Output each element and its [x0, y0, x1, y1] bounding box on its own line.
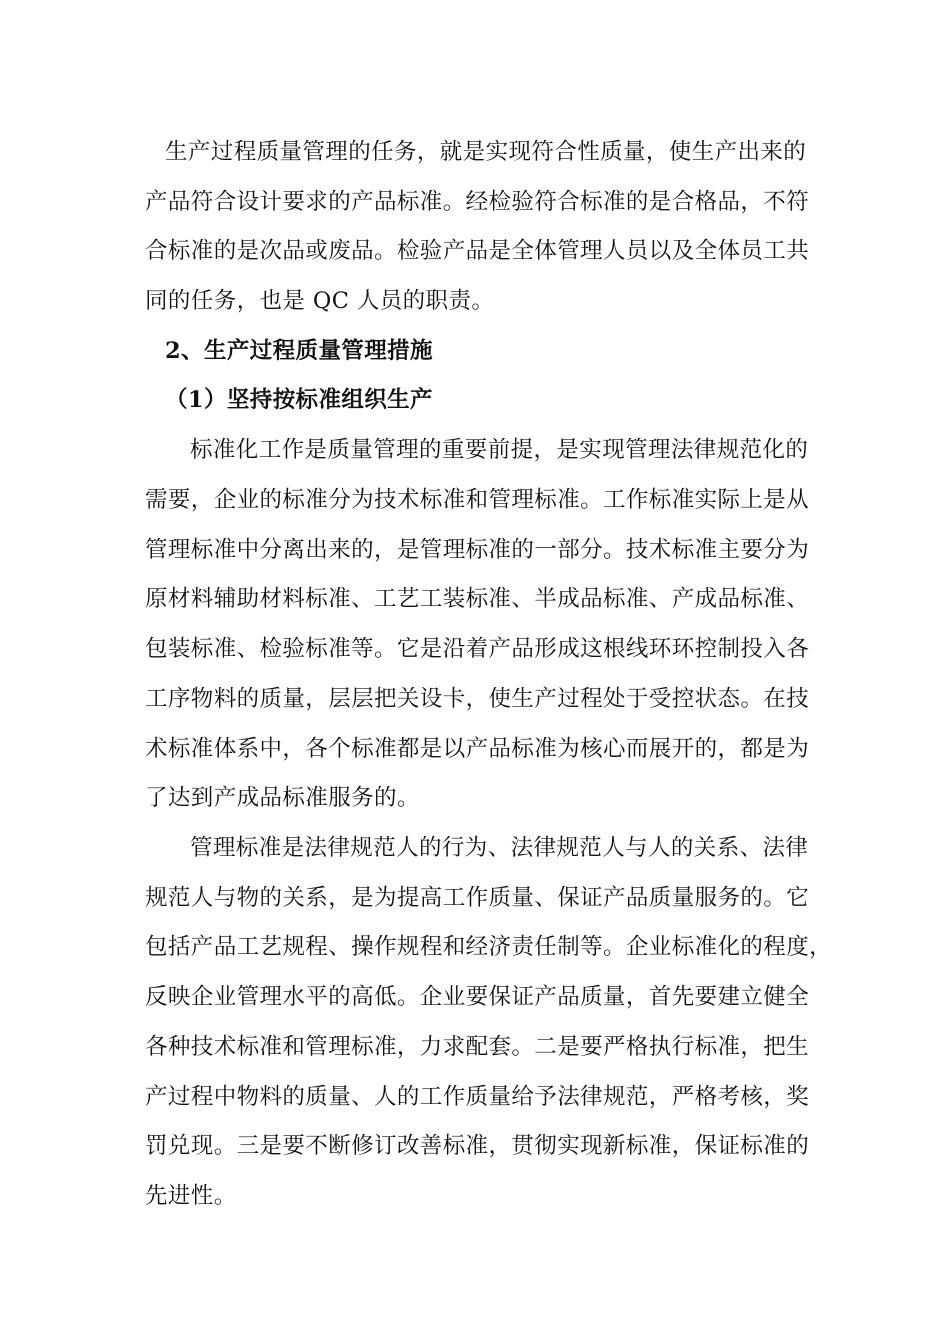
- paragraph-3-line-8: 先进性。: [145, 1183, 237, 1209]
- paragraph-3-line-3: 包括产品工艺规程、操作规程和经济责任制等。企业标准化的程度，: [145, 934, 833, 960]
- paragraph-3-line-1: 管理标准是法律规范人的行为、法律规范人与人的关系、法律: [190, 835, 809, 861]
- paragraph-2-line-6: 工序物料的质量，层层把关设卡，使生产过程处于受控状态。在技: [145, 686, 810, 712]
- paragraph-2-line-8: 了达到产成品标准服务的。: [145, 785, 420, 811]
- paragraph-1-line-2: 产品符合设计要求的产品标准。经检验符合标准的是合格品，不符: [145, 189, 810, 215]
- paragraph-3-line-6: 产过程中物料的质量、人的工作质量给予法律规范，严格考核，奖: [145, 1084, 810, 1110]
- paragraph-3-line-5: 各种技术标准和管理标准，力求配套。二是要严格执行标准，把生: [145, 1034, 810, 1060]
- paragraph-1-line-4: 同的任务，也是 QC 人员的职责。: [145, 288, 495, 314]
- paragraph-2-line-2: 需要，企业的标准分为技术标准和管理标准。工作标准实际上是从: [145, 487, 810, 513]
- paragraph-3-line-4: 反映企业管理水平的高低。企业要保证产品质量，首先要建立健全: [145, 984, 810, 1010]
- paragraph-2-line-4: 原材料辅助材料标准、工艺工装标准、半成品标准、产成品标准、: [145, 586, 810, 612]
- paragraph-1-line-3: 合标准的是次品或废品。检验产品是全体管理人员以及全体员工共: [145, 238, 810, 264]
- paragraph-2-line-3: 管理标准中分离出来的，是管理标准的一部分。技术标准主要分为: [145, 537, 810, 563]
- paragraph-3-line-2: 规范人与物的关系，是为提高工作质量、保证产品质量服务的。它: [145, 885, 810, 911]
- subsection-heading: （1）坚持按标准组织生产: [165, 387, 433, 413]
- paragraph-3-line-7: 罚兑现。三是要不断修订改善标准，贯彻实现新标准，保证标准的: [145, 1133, 810, 1159]
- paragraph-1-line-1: 生产过程质量管理的任务，就是实现符合性质量，使生产出来的: [165, 139, 807, 165]
- section-heading: 2、生产过程质量管理措施: [165, 338, 433, 364]
- paragraph-2-line-7: 术标准体系中，各个标准都是以产品标准为核心而展开的，都是为: [145, 736, 810, 762]
- paragraph-2-line-1: 标准化工作是质量管理的重要前提，是实现管理法律规范化的: [190, 437, 809, 463]
- paragraph-2-line-5: 包装标准、检验标准等。它是沿着产品形成这根线环环控制投入各: [145, 636, 810, 662]
